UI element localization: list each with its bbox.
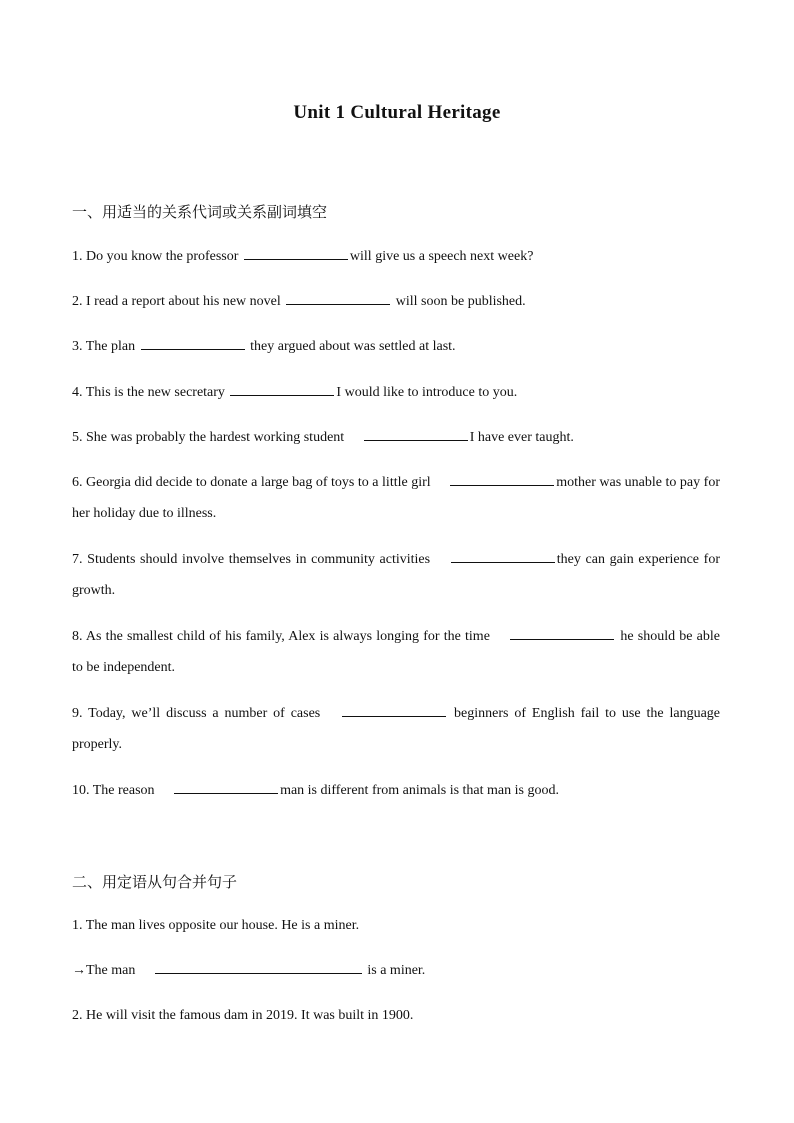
page-title: Unit 1 Cultural Heritage [293, 102, 501, 123]
section-1-heading: 一、用适当的关系代词或关系副词填空 [72, 203, 328, 221]
answer-blank[interactable] [244, 245, 348, 260]
question-text: →The man [72, 963, 136, 978]
question-text: he should be able to be independent. [72, 629, 721, 675]
question-7 [72, 544, 720, 606]
question-text: 8. As the smallest child of his family, Alex is always longing for the time [72, 629, 490, 644]
question-text: 7. Students should involve themselves in community activities [72, 552, 431, 567]
question-text: I have ever taught. [469, 430, 574, 445]
answer-blank[interactable] [342, 702, 446, 717]
question-text: they can gain experience for growth. [72, 552, 721, 598]
combine-answer-1 [72, 955, 720, 986]
question-text: 5. She was probably the hardest working student [72, 430, 345, 445]
question-text: 9. Today, we’ll discuss a number of cases [72, 706, 321, 721]
question-text: 3. The plan [72, 339, 136, 354]
answer-blank[interactable] [451, 548, 555, 563]
question-text: will give us a speech next week? [349, 249, 534, 264]
question-5 [72, 422, 720, 453]
question-text: beginners of English fail to use the language properly. [72, 706, 720, 752]
question-6 [72, 467, 720, 529]
combine-question-2 [72, 1000, 720, 1031]
question-text: they argued about was settled at last. [250, 339, 456, 354]
question-text: I would like to introduce to you. [336, 385, 518, 400]
question-10 [72, 775, 720, 806]
question-text: 1. The man lives opposite our house. He is a miner. [72, 918, 360, 933]
question-text: mother was unable to pay for her holiday due to illness. [72, 475, 720, 521]
answer-blank[interactable] [364, 426, 468, 441]
section-2-heading: 二、用定语从句合并句子 [72, 873, 238, 891]
answer-blank[interactable] [450, 471, 554, 486]
question-text: 2. I read a report about his new novel [72, 294, 281, 309]
answer-blank[interactable] [141, 335, 245, 350]
question-1 [72, 241, 720, 272]
question-3 [72, 331, 720, 362]
answer-blank[interactable] [286, 290, 390, 305]
question-8 [72, 621, 720, 683]
question-text: 6. Georgia did decide to donate a large bag of toys to a little girl [72, 475, 431, 490]
question-text: man is different from animals is that man is good. [280, 783, 559, 798]
question-text: 1. Do you know the professor [72, 249, 239, 264]
answer-blank[interactable] [174, 779, 278, 794]
answer-blank[interactable] [230, 381, 334, 396]
question-4 [72, 377, 720, 408]
question-9 [72, 698, 720, 760]
combine-question-1 [72, 910, 720, 941]
question-text: is a miner. [367, 963, 426, 978]
question-text: 4. This is the new secretary [72, 385, 225, 400]
answer-blank[interactable] [155, 959, 362, 974]
question-text: 2. He will visit the famous dam in 2019. It was built in 1900. [72, 1008, 414, 1023]
question-text: 10. The reason [72, 783, 155, 798]
question-2 [72, 286, 720, 317]
answer-blank[interactable] [510, 625, 614, 640]
question-text: will soon be published. [395, 294, 526, 309]
